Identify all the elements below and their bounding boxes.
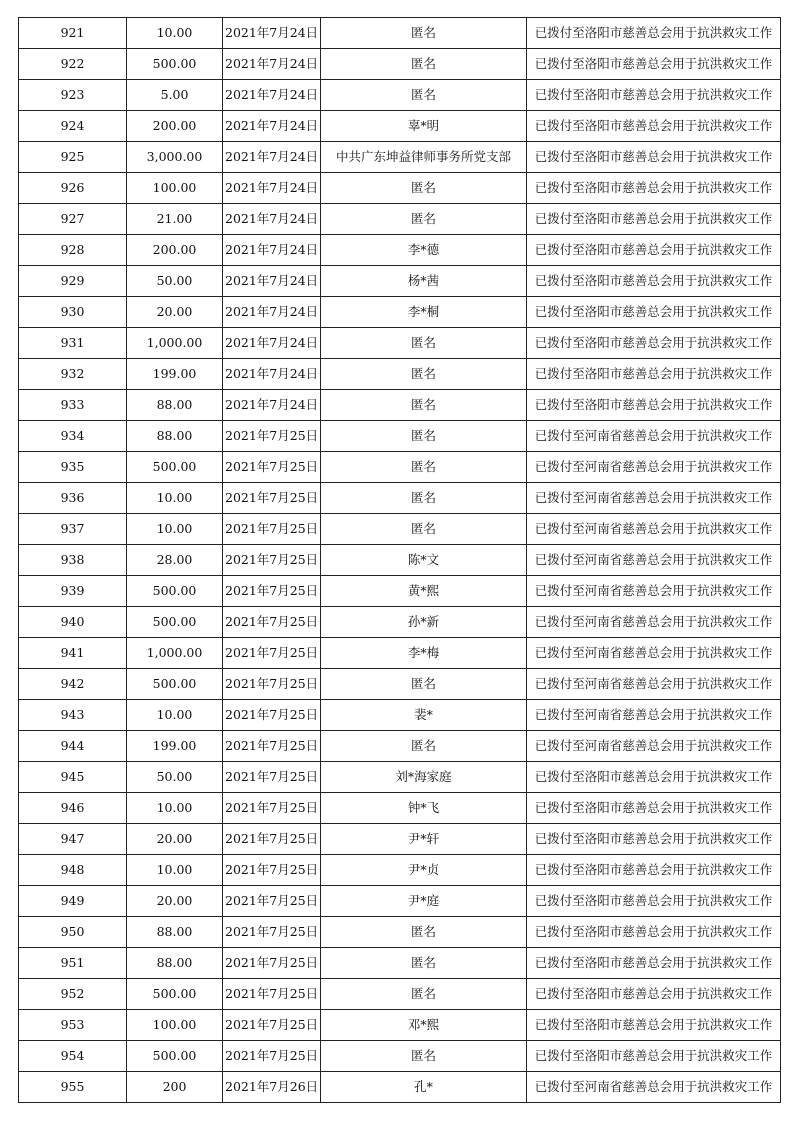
row-number-cell: 944 bbox=[19, 731, 127, 762]
date-cell: 2021年7月24日 bbox=[223, 111, 321, 142]
date-cell: 2021年7月25日 bbox=[223, 545, 321, 576]
date-cell: 2021年7月25日 bbox=[223, 669, 321, 700]
amount-cell: 20.00 bbox=[127, 824, 223, 855]
donor-cell: 匿名 bbox=[321, 173, 527, 204]
date-cell: 2021年7月25日 bbox=[223, 700, 321, 731]
table-row bbox=[19, 18, 781, 49]
donor-cell: 匿名 bbox=[321, 359, 527, 390]
purpose-cell: 已拨付至洛阳市慈善总会用于抗洪救灾工作 bbox=[527, 793, 781, 824]
donor-cell: 匿名 bbox=[321, 390, 527, 421]
purpose-cell: 已拨付至河南省慈善总会用于抗洪救灾工作 bbox=[527, 545, 781, 576]
purpose-cell: 已拨付至洛阳市慈善总会用于抗洪救灾工作 bbox=[527, 762, 781, 793]
purpose-cell: 已拨付至河南省慈善总会用于抗洪救灾工作 bbox=[527, 576, 781, 607]
purpose-cell: 已拨付至洛阳市慈善总会用于抗洪救灾工作 bbox=[527, 328, 781, 359]
table-row bbox=[19, 173, 781, 204]
row-number-cell: 931 bbox=[19, 328, 127, 359]
donor-cell: 孔* bbox=[321, 1072, 527, 1103]
donor-cell: 匿名 bbox=[321, 948, 527, 979]
date-cell: 2021年7月24日 bbox=[223, 266, 321, 297]
donor-cell: 黄*熙 bbox=[321, 576, 527, 607]
table-row bbox=[19, 731, 781, 762]
date-cell: 2021年7月25日 bbox=[223, 762, 321, 793]
table-row bbox=[19, 576, 781, 607]
purpose-cell: 已拨付至洛阳市慈善总会用于抗洪救灾工作 bbox=[527, 824, 781, 855]
table-row bbox=[19, 49, 781, 80]
table-row bbox=[19, 266, 781, 297]
date-cell: 2021年7月25日 bbox=[223, 607, 321, 638]
donor-cell: 李*桐 bbox=[321, 297, 527, 328]
donor-cell: 钟*飞 bbox=[321, 793, 527, 824]
amount-cell: 3,000.00 bbox=[127, 142, 223, 173]
amount-cell: 28.00 bbox=[127, 545, 223, 576]
purpose-cell: 已拨付至洛阳市慈善总会用于抗洪救灾工作 bbox=[527, 1010, 781, 1041]
purpose-cell: 已拨付至洛阳市慈善总会用于抗洪救灾工作 bbox=[527, 855, 781, 886]
row-number-cell: 922 bbox=[19, 49, 127, 80]
purpose-cell: 已拨付至洛阳市慈善总会用于抗洪救灾工作 bbox=[527, 111, 781, 142]
date-cell: 2021年7月25日 bbox=[223, 1041, 321, 1072]
amount-cell: 500.00 bbox=[127, 49, 223, 80]
donor-cell: 杨*茜 bbox=[321, 266, 527, 297]
amount-cell: 21.00 bbox=[127, 204, 223, 235]
date-cell: 2021年7月24日 bbox=[223, 328, 321, 359]
amount-cell: 20.00 bbox=[127, 297, 223, 328]
purpose-cell: 已拨付至河南省慈善总会用于抗洪救灾工作 bbox=[527, 607, 781, 638]
row-number-cell: 952 bbox=[19, 979, 127, 1010]
purpose-cell: 已拨付至洛阳市慈善总会用于抗洪救灾工作 bbox=[527, 173, 781, 204]
table-row bbox=[19, 1072, 781, 1103]
donor-cell: 裴* bbox=[321, 700, 527, 731]
row-number-cell: 948 bbox=[19, 855, 127, 886]
purpose-cell: 已拨付至洛阳市慈善总会用于抗洪救灾工作 bbox=[527, 204, 781, 235]
table-row bbox=[19, 1010, 781, 1041]
amount-cell: 88.00 bbox=[127, 390, 223, 421]
purpose-cell: 已拨付至河南省慈善总会用于抗洪救灾工作 bbox=[527, 700, 781, 731]
row-number-cell: 941 bbox=[19, 638, 127, 669]
row-number-cell: 954 bbox=[19, 1041, 127, 1072]
amount-cell: 1,000.00 bbox=[127, 638, 223, 669]
donor-cell: 中共广东坤益律师事务所党支部 bbox=[321, 142, 527, 173]
amount-cell: 500.00 bbox=[127, 607, 223, 638]
table-row bbox=[19, 421, 781, 452]
donor-cell: 辜*明 bbox=[321, 111, 527, 142]
date-cell: 2021年7月25日 bbox=[223, 793, 321, 824]
amount-cell: 50.00 bbox=[127, 762, 223, 793]
donor-cell: 匿名 bbox=[321, 80, 527, 111]
donor-cell: 匿名 bbox=[321, 917, 527, 948]
date-cell: 2021年7月25日 bbox=[223, 638, 321, 669]
donor-cell: 匿名 bbox=[321, 421, 527, 452]
row-number-cell: 950 bbox=[19, 917, 127, 948]
date-cell: 2021年7月25日 bbox=[223, 948, 321, 979]
row-number-cell: 929 bbox=[19, 266, 127, 297]
amount-cell: 10.00 bbox=[127, 855, 223, 886]
date-cell: 2021年7月25日 bbox=[223, 576, 321, 607]
purpose-cell: 已拨付至河南省慈善总会用于抗洪救灾工作 bbox=[527, 731, 781, 762]
table-row bbox=[19, 204, 781, 235]
date-cell: 2021年7月24日 bbox=[223, 235, 321, 266]
purpose-cell: 已拨付至河南省慈善总会用于抗洪救灾工作 bbox=[527, 421, 781, 452]
row-number-cell: 955 bbox=[19, 1072, 127, 1103]
amount-cell: 20.00 bbox=[127, 886, 223, 917]
row-number-cell: 946 bbox=[19, 793, 127, 824]
table-row bbox=[19, 545, 781, 576]
donation-ledger-page bbox=[18, 17, 780, 1103]
amount-cell: 500.00 bbox=[127, 576, 223, 607]
date-cell: 2021年7月24日 bbox=[223, 204, 321, 235]
table-row bbox=[19, 855, 781, 886]
purpose-cell: 已拨付至洛阳市慈善总会用于抗洪救灾工作 bbox=[527, 235, 781, 266]
row-number-cell: 943 bbox=[19, 700, 127, 731]
donor-cell: 匿名 bbox=[321, 979, 527, 1010]
table-row bbox=[19, 111, 781, 142]
date-cell: 2021年7月25日 bbox=[223, 514, 321, 545]
amount-cell: 200.00 bbox=[127, 111, 223, 142]
amount-cell: 10.00 bbox=[127, 514, 223, 545]
purpose-cell: 已拨付至河南省慈善总会用于抗洪救灾工作 bbox=[527, 669, 781, 700]
donor-cell: 陈*文 bbox=[321, 545, 527, 576]
date-cell: 2021年7月25日 bbox=[223, 855, 321, 886]
row-number-cell: 930 bbox=[19, 297, 127, 328]
table-row bbox=[19, 328, 781, 359]
donor-cell: 匿名 bbox=[321, 731, 527, 762]
donor-cell: 匿名 bbox=[321, 452, 527, 483]
row-number-cell: 934 bbox=[19, 421, 127, 452]
row-number-cell: 942 bbox=[19, 669, 127, 700]
row-number-cell: 949 bbox=[19, 886, 127, 917]
row-number-cell: 947 bbox=[19, 824, 127, 855]
donor-cell: 匿名 bbox=[321, 514, 527, 545]
date-cell: 2021年7月24日 bbox=[223, 390, 321, 421]
date-cell: 2021年7月24日 bbox=[223, 80, 321, 111]
purpose-cell: 已拨付至河南省慈善总会用于抗洪救灾工作 bbox=[527, 1072, 781, 1103]
date-cell: 2021年7月25日 bbox=[223, 1010, 321, 1041]
row-number-cell: 939 bbox=[19, 576, 127, 607]
date-cell: 2021年7月25日 bbox=[223, 421, 321, 452]
table-row bbox=[19, 793, 781, 824]
amount-cell: 10.00 bbox=[127, 18, 223, 49]
date-cell: 2021年7月25日 bbox=[223, 979, 321, 1010]
purpose-cell: 已拨付至河南省慈善总会用于抗洪救灾工作 bbox=[527, 638, 781, 669]
row-number-cell: 951 bbox=[19, 948, 127, 979]
row-number-cell: 926 bbox=[19, 173, 127, 204]
donor-cell: 李*德 bbox=[321, 235, 527, 266]
purpose-cell: 已拨付至河南省慈善总会用于抗洪救灾工作 bbox=[527, 514, 781, 545]
amount-cell: 199.00 bbox=[127, 731, 223, 762]
purpose-cell: 已拨付至洛阳市慈善总会用于抗洪救灾工作 bbox=[527, 49, 781, 80]
table-row bbox=[19, 762, 781, 793]
purpose-cell: 已拨付至洛阳市慈善总会用于抗洪救灾工作 bbox=[527, 390, 781, 421]
row-number-cell: 925 bbox=[19, 142, 127, 173]
table-row bbox=[19, 390, 781, 421]
row-number-cell: 928 bbox=[19, 235, 127, 266]
date-cell: 2021年7月24日 bbox=[223, 49, 321, 80]
row-number-cell: 921 bbox=[19, 18, 127, 49]
amount-cell: 100.00 bbox=[127, 173, 223, 204]
purpose-cell: 已拨付至河南省慈善总会用于抗洪救灾工作 bbox=[527, 452, 781, 483]
table-row bbox=[19, 452, 781, 483]
amount-cell: 10.00 bbox=[127, 793, 223, 824]
amount-cell: 200.00 bbox=[127, 235, 223, 266]
amount-cell: 50.00 bbox=[127, 266, 223, 297]
donor-cell: 匿名 bbox=[321, 669, 527, 700]
purpose-cell: 已拨付至洛阳市慈善总会用于抗洪救灾工作 bbox=[527, 979, 781, 1010]
date-cell: 2021年7月25日 bbox=[223, 731, 321, 762]
table-row bbox=[19, 142, 781, 173]
table-row bbox=[19, 886, 781, 917]
row-number-cell: 935 bbox=[19, 452, 127, 483]
date-cell: 2021年7月24日 bbox=[223, 297, 321, 328]
amount-cell: 199.00 bbox=[127, 359, 223, 390]
amount-cell: 200 bbox=[127, 1072, 223, 1103]
table-row bbox=[19, 1041, 781, 1072]
amount-cell: 88.00 bbox=[127, 948, 223, 979]
amount-cell: 10.00 bbox=[127, 483, 223, 514]
purpose-cell: 已拨付至洛阳市慈善总会用于抗洪救灾工作 bbox=[527, 18, 781, 49]
amount-cell: 500.00 bbox=[127, 669, 223, 700]
table-row bbox=[19, 700, 781, 731]
row-number-cell: 953 bbox=[19, 1010, 127, 1041]
donor-cell: 匿名 bbox=[321, 49, 527, 80]
table-row bbox=[19, 917, 781, 948]
donor-cell: 刘*海家庭 bbox=[321, 762, 527, 793]
row-number-cell: 936 bbox=[19, 483, 127, 514]
table-row bbox=[19, 483, 781, 514]
row-number-cell: 945 bbox=[19, 762, 127, 793]
donor-cell: 匿名 bbox=[321, 18, 527, 49]
purpose-cell: 已拨付至洛阳市慈善总会用于抗洪救灾工作 bbox=[527, 142, 781, 173]
date-cell: 2021年7月26日 bbox=[223, 1072, 321, 1103]
amount-cell: 10.00 bbox=[127, 700, 223, 731]
row-number-cell: 924 bbox=[19, 111, 127, 142]
donor-cell: 邓*熙 bbox=[321, 1010, 527, 1041]
date-cell: 2021年7月25日 bbox=[223, 452, 321, 483]
donor-cell: 匿名 bbox=[321, 328, 527, 359]
amount-cell: 500.00 bbox=[127, 452, 223, 483]
row-number-cell: 927 bbox=[19, 204, 127, 235]
amount-cell: 88.00 bbox=[127, 421, 223, 452]
date-cell: 2021年7月25日 bbox=[223, 917, 321, 948]
purpose-cell: 已拨付至洛阳市慈善总会用于抗洪救灾工作 bbox=[527, 948, 781, 979]
purpose-cell: 已拨付至洛阳市慈善总会用于抗洪救灾工作 bbox=[527, 1041, 781, 1072]
purpose-cell: 已拨付至洛阳市慈善总会用于抗洪救灾工作 bbox=[527, 266, 781, 297]
row-number-cell: 923 bbox=[19, 80, 127, 111]
purpose-cell: 已拨付至洛阳市慈善总会用于抗洪救灾工作 bbox=[527, 297, 781, 328]
table-row bbox=[19, 297, 781, 328]
row-number-cell: 933 bbox=[19, 390, 127, 421]
table-row bbox=[19, 514, 781, 545]
amount-cell: 500.00 bbox=[127, 1041, 223, 1072]
table-row bbox=[19, 235, 781, 266]
purpose-cell: 已拨付至河南省慈善总会用于抗洪救灾工作 bbox=[527, 483, 781, 514]
purpose-cell: 已拨付至洛阳市慈善总会用于抗洪救灾工作 bbox=[527, 359, 781, 390]
purpose-cell: 已拨付至洛阳市慈善总会用于抗洪救灾工作 bbox=[527, 886, 781, 917]
donor-cell: 匿名 bbox=[321, 483, 527, 514]
amount-cell: 100.00 bbox=[127, 1010, 223, 1041]
table-row bbox=[19, 669, 781, 700]
table-row bbox=[19, 638, 781, 669]
donor-cell: 尹*庭 bbox=[321, 886, 527, 917]
donor-cell: 匿名 bbox=[321, 204, 527, 235]
donation-table-body bbox=[19, 18, 781, 1103]
amount-cell: 88.00 bbox=[127, 917, 223, 948]
purpose-cell: 已拨付至洛阳市慈善总会用于抗洪救灾工作 bbox=[527, 80, 781, 111]
date-cell: 2021年7月24日 bbox=[223, 359, 321, 390]
table-row bbox=[19, 979, 781, 1010]
row-number-cell: 937 bbox=[19, 514, 127, 545]
amount-cell: 1,000.00 bbox=[127, 328, 223, 359]
table-row bbox=[19, 80, 781, 111]
date-cell: 2021年7月24日 bbox=[223, 142, 321, 173]
donation-table bbox=[18, 17, 781, 1103]
donor-cell: 李*梅 bbox=[321, 638, 527, 669]
date-cell: 2021年7月25日 bbox=[223, 483, 321, 514]
donor-cell: 匿名 bbox=[321, 1041, 527, 1072]
purpose-cell: 已拨付至洛阳市慈善总会用于抗洪救灾工作 bbox=[527, 917, 781, 948]
donor-cell: 孙*新 bbox=[321, 607, 527, 638]
row-number-cell: 938 bbox=[19, 545, 127, 576]
table-row bbox=[19, 359, 781, 390]
table-row bbox=[19, 607, 781, 638]
date-cell: 2021年7月25日 bbox=[223, 824, 321, 855]
donor-cell: 尹*轩 bbox=[321, 824, 527, 855]
date-cell: 2021年7月25日 bbox=[223, 886, 321, 917]
amount-cell: 500.00 bbox=[127, 979, 223, 1010]
table-row bbox=[19, 824, 781, 855]
table-row bbox=[19, 948, 781, 979]
date-cell: 2021年7月24日 bbox=[223, 173, 321, 204]
date-cell: 2021年7月24日 bbox=[223, 18, 321, 49]
amount-cell: 5.00 bbox=[127, 80, 223, 111]
row-number-cell: 940 bbox=[19, 607, 127, 638]
donor-cell: 尹*贞 bbox=[321, 855, 527, 886]
row-number-cell: 932 bbox=[19, 359, 127, 390]
